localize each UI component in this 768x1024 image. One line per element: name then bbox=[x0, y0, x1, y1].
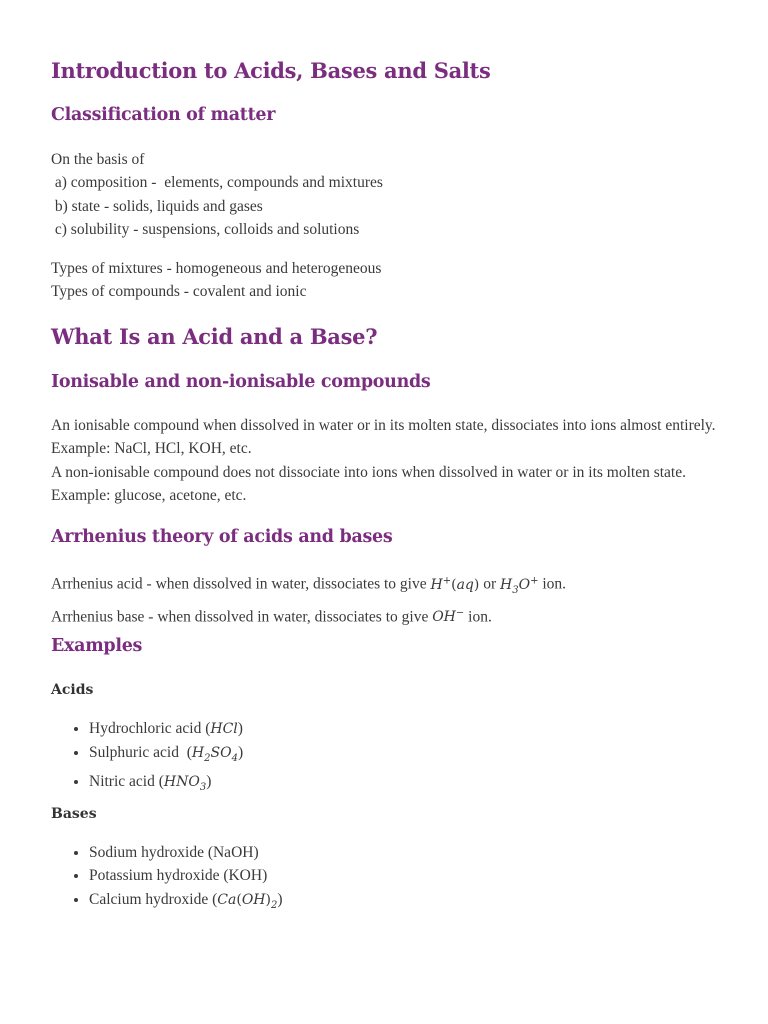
caoh2-formula: $Ca(OH)_2$ bbox=[217, 891, 278, 911]
arrhenius-acid-or: or bbox=[479, 575, 501, 593]
list-item: • Nitric acid $(HNO_3)$ bbox=[89, 770, 717, 799]
hydronium-formula: $H_3O^+$ bbox=[500, 575, 539, 596]
list-item: • Calcium hydroxide $(Ca(OH)_2)$ bbox=[89, 888, 717, 917]
list-item: • Hydrochloric acid (HCl) bbox=[89, 717, 717, 741]
acids-list bbox=[51, 717, 717, 799]
acid-name-h2so4: Sulphuric acid bbox=[89, 744, 187, 762]
bases-label: Bases bbox=[51, 806, 97, 822]
examples-heading: Examples bbox=[51, 636, 143, 656]
arrhenius-base-prefix: Arrhenius base - when dissolved in water, dissociates to give bbox=[51, 608, 433, 626]
acid-name-hcl: Hydrochloric acid bbox=[89, 720, 206, 737]
base-name-caoh2: Calcium hydroxide bbox=[89, 890, 213, 908]
classification-heading: Classification of matter bbox=[51, 105, 276, 125]
classification-section bbox=[51, 148, 717, 241]
bases-list bbox=[51, 841, 717, 917]
page-title: Introduction to Acids, Bases and Salts bbox=[51, 58, 491, 83]
list-item: • Sulphuric acid $(H_2SO_4)$ bbox=[89, 741, 717, 770]
hno3-formula: $HNO_3$ bbox=[163, 774, 207, 794]
hydroxide-formula: OH− bbox=[432, 607, 465, 626]
arrhenius-acid-line bbox=[51, 569, 717, 602]
arrhenius-acid-suffix: ion. bbox=[538, 575, 567, 593]
ionisable-heading: Ionisable and non-ionisable compounds bbox=[51, 372, 431, 392]
ionisable-section bbox=[51, 414, 717, 507]
types-section bbox=[51, 257, 717, 304]
acid-name-hno3: Nitric acid bbox=[89, 773, 159, 791]
h-plus-aq-formula: H+(aq) bbox=[430, 575, 480, 593]
acid-base-heading: What Is an Acid and a Base? bbox=[51, 324, 378, 349]
classification-item-a: a) composition - elements, compounds and mixtures bbox=[51, 174, 383, 192]
nonionisable-text: A non-ionisable compound does not dissociate into ions when dissolved in water or in its molten state. Example: glucose, acetone, etc. bbox=[51, 463, 686, 504]
classification-item-c: c) solubility - suspensions, colloids and solutions bbox=[51, 220, 360, 238]
types-mixtures: Types of mixtures - homogeneous and heterogeneous bbox=[51, 260, 382, 277]
classification-intro: On the basis of bbox=[51, 151, 145, 168]
classification-item-b: b) state - solids, liquids and gases bbox=[51, 197, 263, 215]
hcl-formula: HCl bbox=[210, 721, 238, 737]
arrhenius-base-suffix: ion. bbox=[464, 608, 492, 626]
list-item: • Sodium hydroxide (NaOH) bbox=[89, 841, 717, 864]
h2so4-formula: $H_2SO_4$ bbox=[191, 745, 238, 765]
arrhenius-heading: Arrhenius theory of acids and bases bbox=[51, 527, 393, 547]
arrhenius-base-line bbox=[51, 602, 717, 630]
types-compounds: Types of compounds - covalent and ionic bbox=[51, 283, 307, 301]
list-item: • Potassium hydroxide (KOH) bbox=[89, 864, 717, 887]
ionisable-text: An ionisable compound when dissolved in water or in its molten state, dissociates into ions almost entirely. Example: NaCl, HCl, KOH, etc. bbox=[51, 417, 716, 458]
arrhenius-section bbox=[51, 569, 717, 630]
acids-label: Acids bbox=[51, 682, 94, 698]
arrhenius-acid-prefix: Arrhenius acid - when dissolved in water, dissociates to give bbox=[51, 575, 431, 593]
